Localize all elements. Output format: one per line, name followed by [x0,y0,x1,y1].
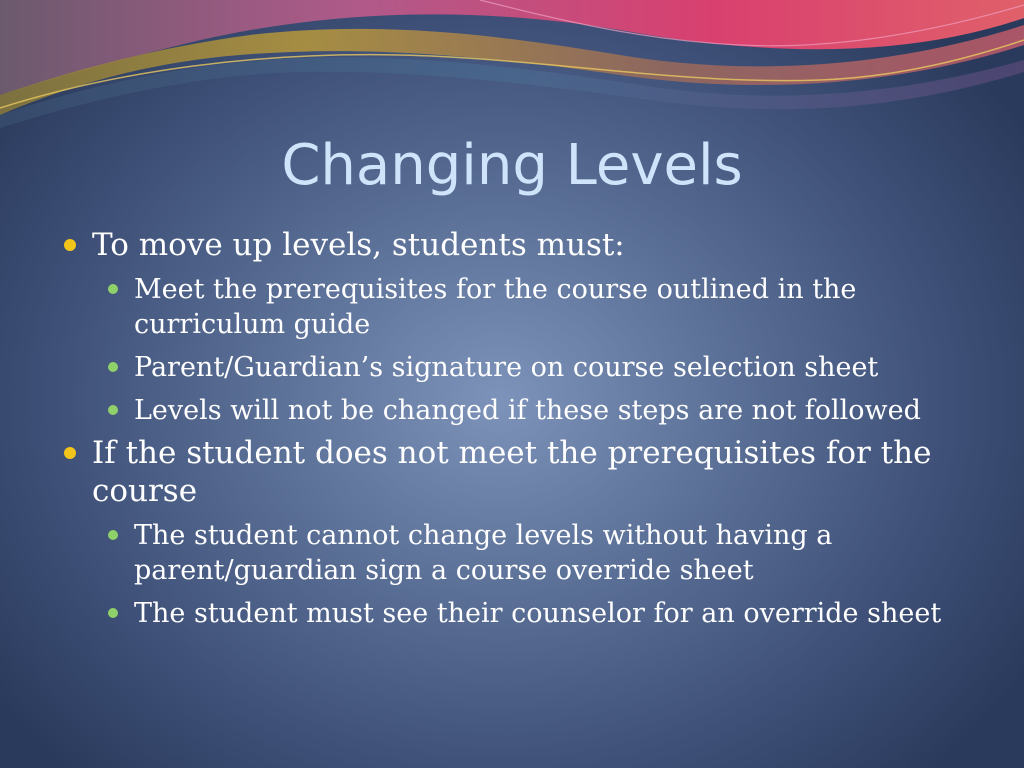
bullet-dot-icon [64,239,76,251]
sub-bullet-item [62,350,982,385]
bullet-item [62,434,982,510]
sub-bullet-text: Meet the prerequisites for the course outlined in the curriculum guide [134,274,857,340]
bullet-list [62,220,982,631]
bullet-text: To move up levels, students must: [92,227,625,263]
sub-bullet-dot-icon [108,284,118,294]
sub-bullet-item [62,596,982,631]
decorative-wave-banner [0,0,1024,130]
sub-bullet-text: Parent/Guardian’s signature on course selection sheet [134,352,879,383]
sub-bullet-item [62,518,982,588]
sub-bullet-text: The student cannot change levels without having a parent/guardian sign a course override sheet [134,520,833,586]
sub-bullet-dot-icon [108,608,118,618]
sub-bullet-item [62,393,982,428]
sub-bullet-dot-icon [108,405,118,415]
sub-bullet-text: The student must see their counselor for an override sheet [134,598,942,629]
slide-title: Changing Levels [281,133,743,198]
sub-bullet-text: Levels will not be changed if these steps are not followed [134,395,921,426]
sub-bullet-dot-icon [108,362,118,372]
bullet-text: If the student does not meet the prerequisites for the course [92,435,932,509]
bullet-item [62,226,982,264]
sub-bullet-dot-icon [108,530,118,540]
sub-bullet-item [62,272,982,342]
bullet-dot-icon [64,447,76,459]
